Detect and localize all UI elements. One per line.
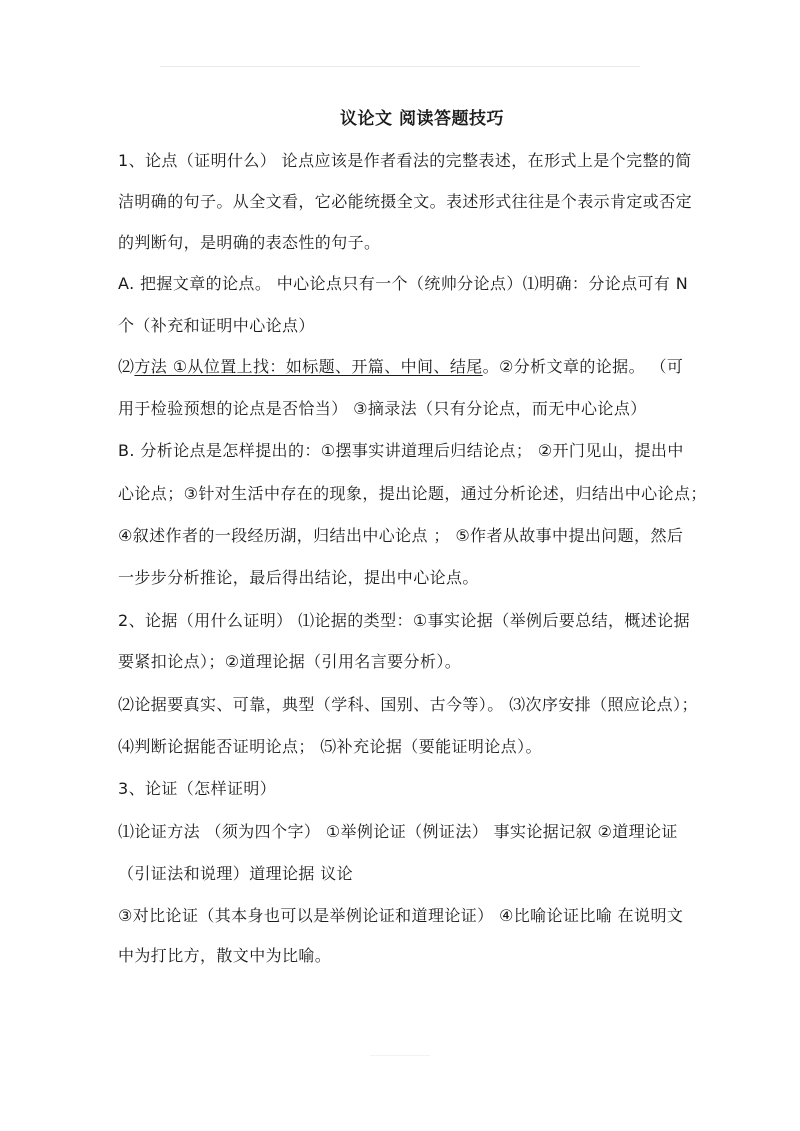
text-line: ④叙述作者的一段经历湖，归结出中心论点 ； ⑤作者从故事中提出问题，然后	[118, 526, 684, 545]
text-line: B. 分析论点是怎样提出的：①摆事实讲道理后归结论点； ②开门见山，提出中	[118, 441, 684, 460]
text-line: 3、论证（怎样证明）	[118, 779, 277, 798]
text-line: 1、论点（证明什么） 论点应该是作者看法的完整表述，在形式上是个完整的简	[118, 151, 692, 170]
text-line: 一步步分析推论，最后得出结论，提出中心论点。	[118, 568, 479, 587]
text-line: ⑴论证方法 （须为四个字） ①举例论证（例证法） 事实论据记叙 ②道理论证	[118, 822, 678, 841]
header-rule	[160, 66, 640, 67]
text-line: 2、论据（用什么证明） ⑴论据的类型：①事实论据（举例后要总结，概述论据	[118, 611, 691, 630]
underlined-text: 方法 ①从位置上找：如标题、开篇、中间、结尾	[134, 357, 483, 376]
text-line: 要紧扣论点）；②道理论据（引用名言要分析）。	[118, 652, 462, 671]
text-line: ⑷判断论据能否证明论点； ⑸补充论据（要能证明论点）。	[118, 737, 542, 756]
text-line	[118, 357, 683, 377]
text-line: 用于检验预想的论点是否恰当） ③摘录法（只有分论点，而无中心论点）	[118, 399, 647, 418]
text-line: ⑵论据要真实、可靠，典型（学科、国别、古今等）。 ⑶次序安排（照应论点）；	[118, 695, 698, 714]
text-line-prefix: ⑵	[118, 357, 135, 376]
text-line: 的判断句，是明确的表态性的句子。	[118, 233, 381, 252]
text-line: A. 把握文章的论点。 中心论点只有一个（统帅分论点）⑴明确：分论点可有 N	[118, 274, 689, 293]
text-line: 洁明确的句子。从全文看，它必能统摄全文。表述形式往往是个表示肯定或否定	[118, 192, 693, 211]
text-line-suffix: 。②分析文章的论据。 （可	[482, 357, 684, 376]
text-line: ③对比论证（其本身也可以是举例论证和道理论证） ④比喻论证比喻 在说明文	[118, 906, 684, 925]
text-line: 中为打比方，散文中为比喻。	[118, 946, 332, 965]
text-line: 心论点；③针对生活中存在的现象，提出论题，通过分析论述，归结出中心论点；	[118, 484, 707, 503]
text-line: 个（补充和证明中心论点）	[118, 316, 315, 335]
footer-mark	[370, 1055, 430, 1056]
text-line: （引证法和说理）道理论据 议论	[118, 864, 354, 883]
document-title: 议论文 阅读答题技巧	[340, 109, 504, 129]
